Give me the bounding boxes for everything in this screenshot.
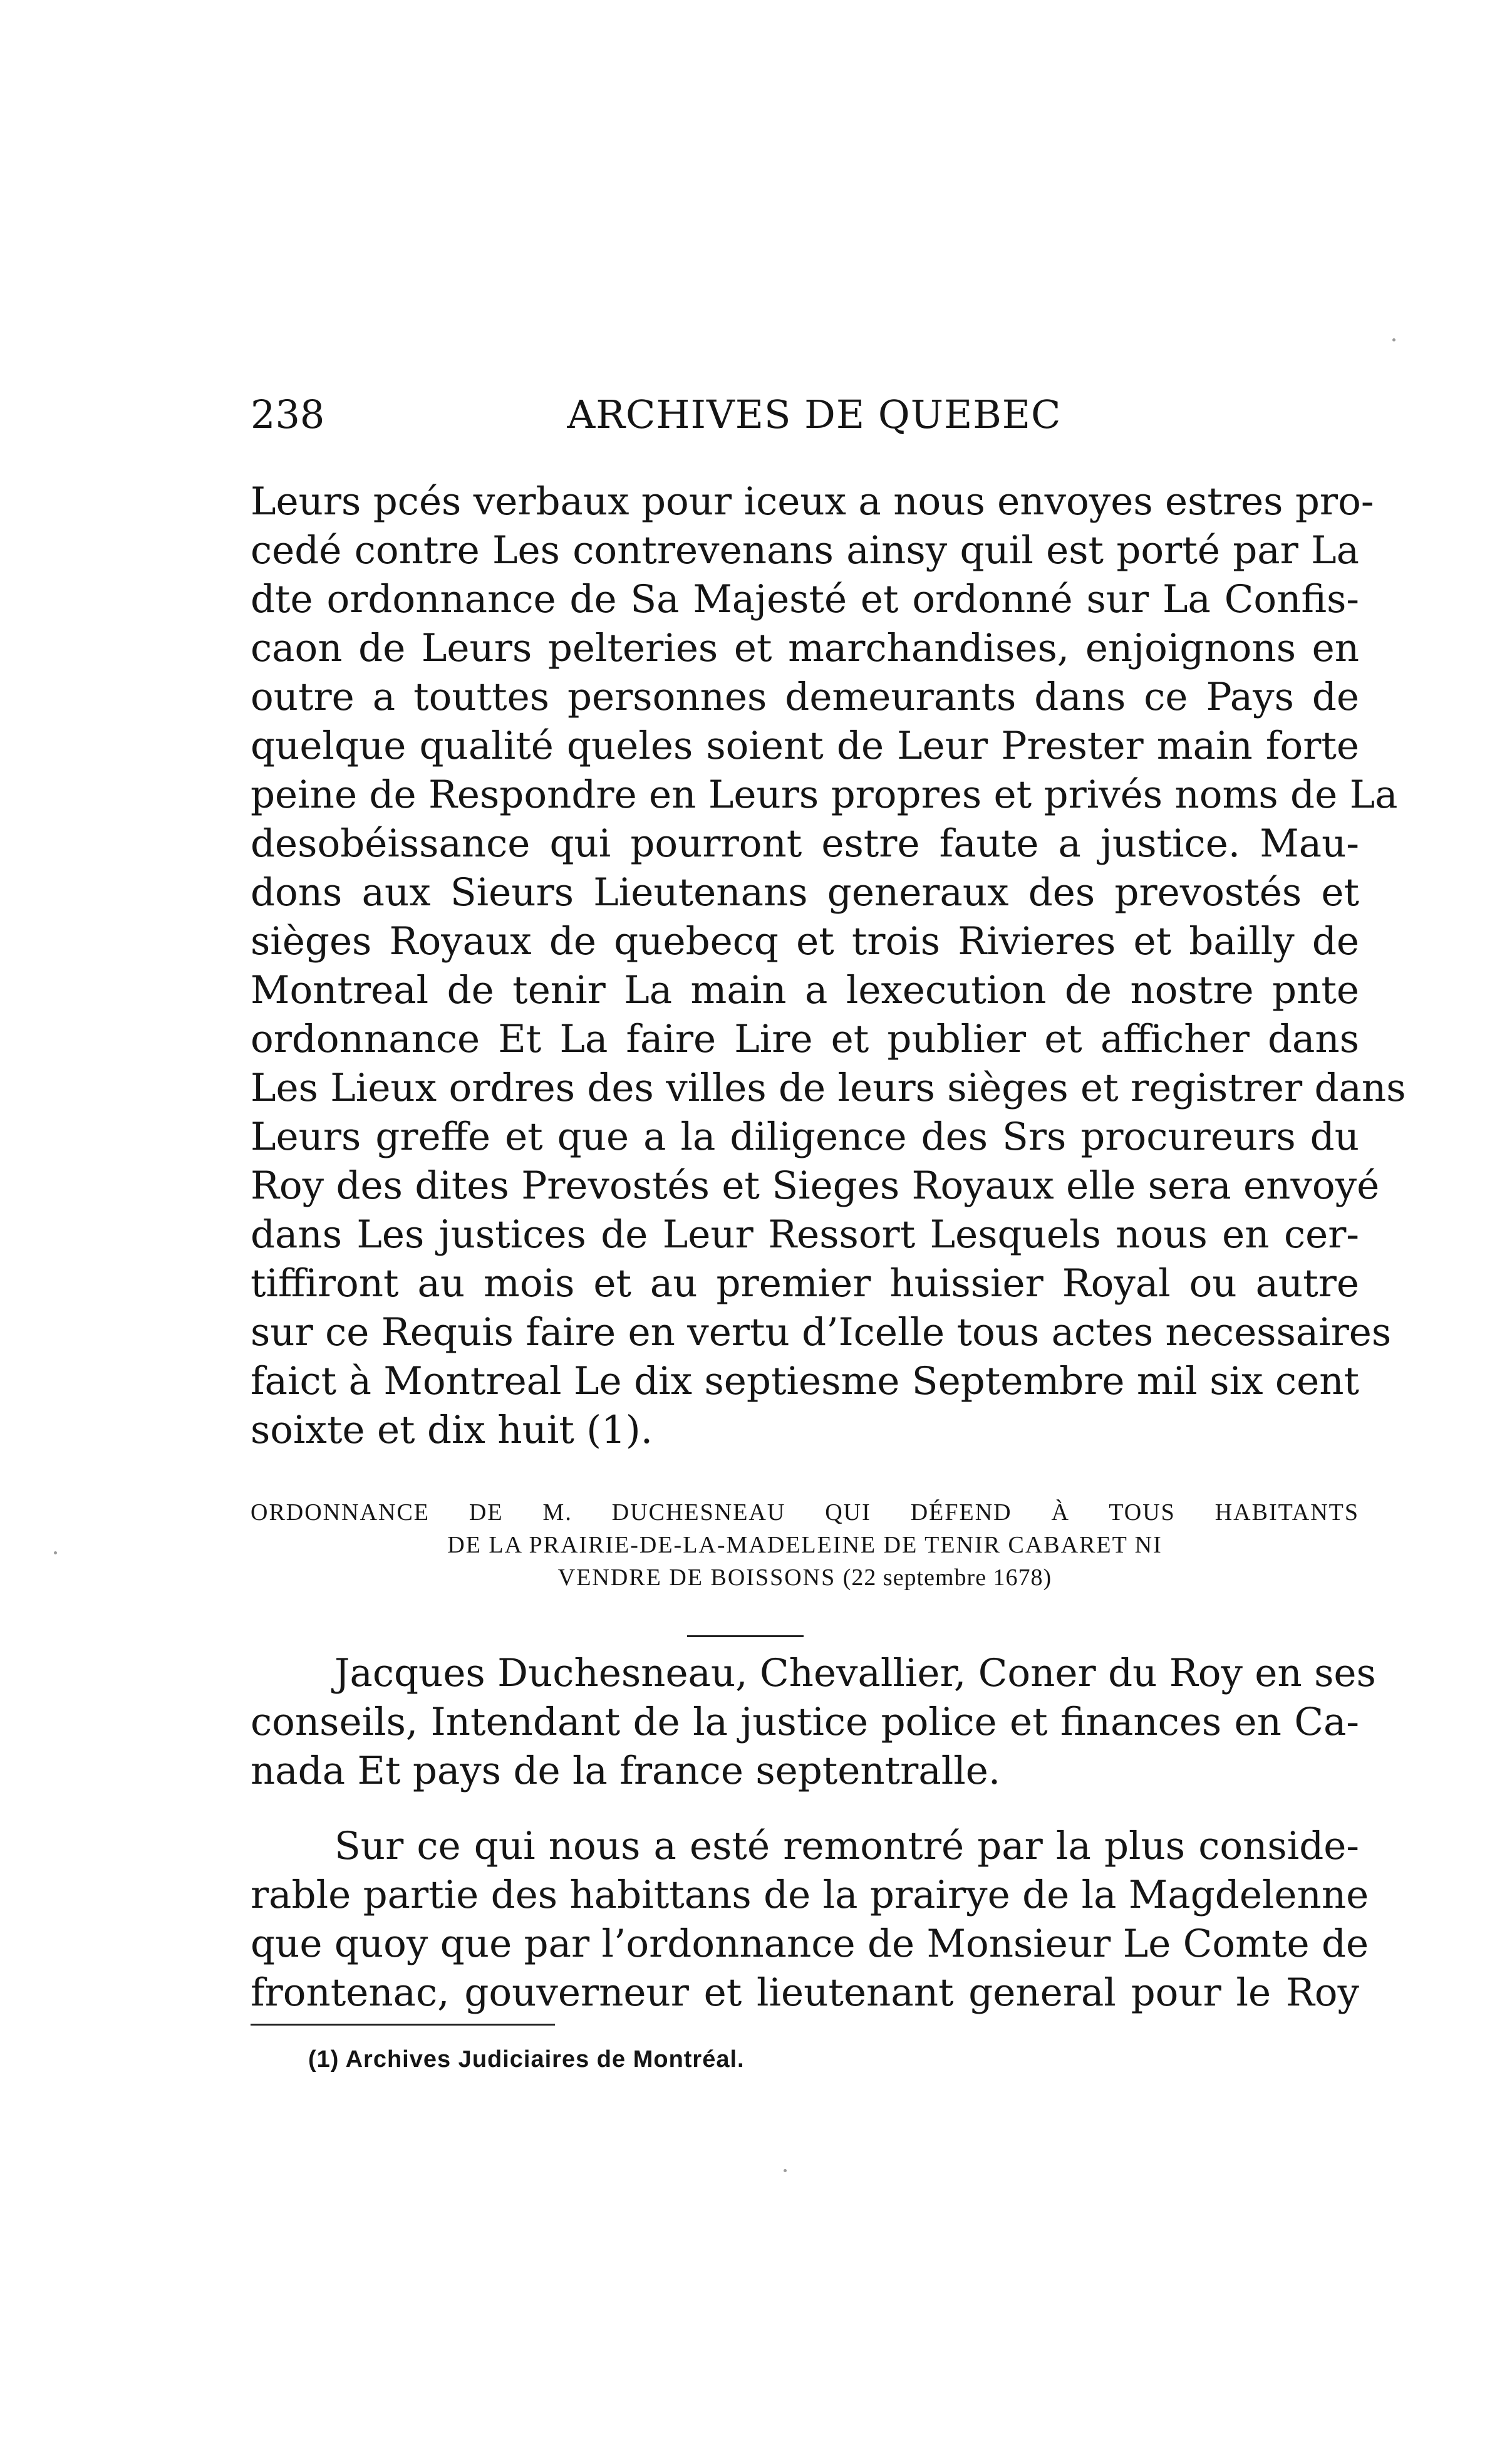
text-line: caon de Leurs pelteries et marchandises, enjoignons en: [251, 626, 1359, 670]
text-line: outre a touttes personnes demeurants dans ce Pays de: [251, 675, 1359, 719]
text-line: Montreal de tenir La main a lexecution de nostre pnte: [251, 968, 1359, 1012]
text-line: quelque qualité queles soient de Leur Prester main forte: [251, 724, 1359, 768]
footnote-divider: [251, 2024, 555, 2026]
scan-speck: [1392, 338, 1395, 341]
text-line: conseils, Intendant de la justice police et finances en Ca-: [251, 1700, 1359, 1744]
text-line: dte ordonnance de Sa Majesté et ordonné sur La Confis-: [251, 577, 1359, 622]
page-header: [251, 383, 1359, 446]
scan-speck: [784, 2169, 787, 2172]
ordinance-title-line: DE LA PRAIRIE-DE-LA-MADELEINE DE TENIR CABARET NI: [447, 1532, 1162, 1558]
ordinance-title: [251, 1496, 1359, 1594]
text-line: ordonnance Et La faire Lire et publier et afficher dans: [251, 1017, 1359, 1061]
text-line: soixte et dix huit (1).: [251, 1408, 653, 1452]
text-line: sièges Royaux de quebecq et trois Rivieres et bailly de: [251, 919, 1359, 964]
continued-text-block: [251, 477, 1406, 1455]
text-line: cedé contre Les contrevenans ainsy quil est porté par La: [251, 528, 1359, 573]
text-line: Sur ce qui nous a esté remontré par la plus conside-: [334, 1824, 1359, 1868]
ordinance-paragraph-2: [251, 1822, 1369, 2017]
text-line: Leurs greffe et que a la diligence des Srs procureurs du: [251, 1115, 1359, 1159]
text-line: Roy des dites Prevostés et Sieges Royaux elle sera envoyé: [251, 1163, 1380, 1208]
title-divider: [687, 1635, 804, 1637]
ordinance-paragraph-1: [251, 1649, 1376, 1796]
ordinance-title-line: ORDONNANCE DE M. DUCHESNEAU QUI DÉFEND À TOUS HABITANTS: [251, 1499, 1359, 1526]
text-line: sur ce Requis faire en vertu d’Icelle tous actes necessaires: [251, 1310, 1392, 1355]
text-line: nada Et pays de la france septentralle.: [251, 1749, 1001, 1793]
scan-speck: [54, 1551, 57, 1554]
text-line: rable partie des habittans de la prairye de la Magdelenne: [251, 1873, 1369, 1917]
text-line: Jacques Duchesneau, Chevallier, Coner du Roy en ses: [334, 1651, 1376, 1695]
text-line: dons aux Sieurs Lieutenans generaux des prevostés et: [251, 870, 1359, 915]
ordinance-title-line: [251, 1561, 1359, 1594]
ordinance-title-subject: VENDRE DE BOISSONS: [557, 1564, 836, 1591]
text-line: peine de Respondre en Leurs propres et privés noms de La: [251, 773, 1398, 817]
page-number: 238: [251, 392, 325, 437]
text-line: desobéissance qui pourront estre faute a justice. Mau-: [251, 821, 1359, 866]
ordinance-date: (22 septembre 1678): [842, 1564, 1052, 1591]
text-line: tiffiront au mois et au premier huissier Royal ou autre: [251, 1261, 1359, 1306]
text-line: Les Lieux ordres des villes de leurs sièges et registrer dans: [251, 1066, 1406, 1110]
text-line: dans Les justices de Leur Ressort Lesquels nous en cer-: [251, 1212, 1359, 1257]
text-line: que quoy que par l’ordonnance de Monsieur Le Comte de: [251, 1922, 1369, 1966]
text-line: frontenac, gouverneur et lieutenant general pour le Roy: [251, 1970, 1359, 2015]
footnote: (1) Archives Judiciaires de Montréal.: [308, 2046, 745, 2073]
running-title: ARCHIVES DE QUEBEC: [567, 392, 1062, 437]
text-line: faict à Montreal Le dix septiesme Septembre mil six cent: [251, 1359, 1359, 1403]
text-line: Leurs pcés verbaux pour iceux a nous envoyes estres pro-: [251, 479, 1374, 524]
